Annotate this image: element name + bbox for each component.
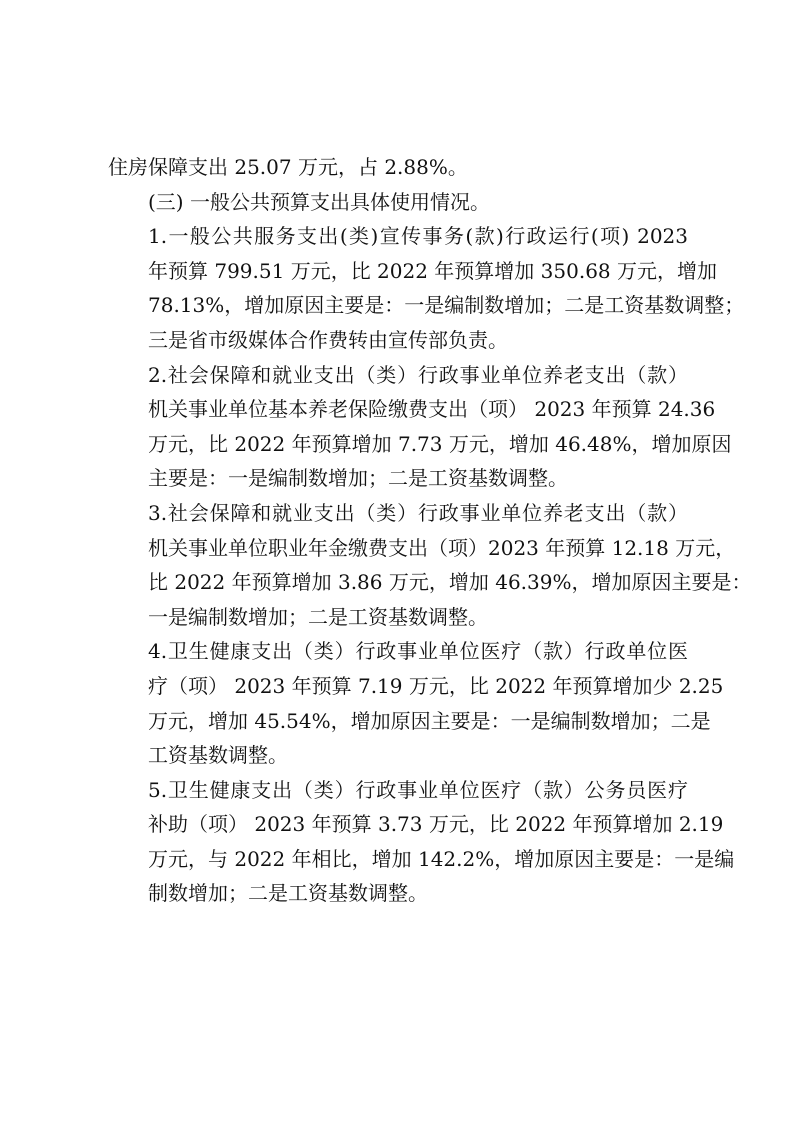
paragraph-item-2 bbox=[108, 358, 732, 496]
text-line: 万元，增加 45.54%，增加原因主要是：一是编制数增加；二是 bbox=[148, 708, 711, 733]
text-line: 2.社会保障和就业支出（类）行政事业单位养老支出（款） bbox=[148, 362, 688, 387]
text-line: 1.一般公共服务支出(类)宣传事务(款)行政运行(项) 2023 bbox=[148, 224, 688, 249]
text-line: 机关事业单位职业年金缴费支出（项）2023 年预算 12.18 万元， bbox=[148, 535, 736, 560]
text-line: 三是省市级媒体合作费转由宣传部负责。 bbox=[148, 327, 508, 352]
text-line: 78.13%，增加原因主要是：一是编制数增加；二是工资基数调整； bbox=[148, 293, 745, 318]
text-line: 万元，与 2022 年相比，增加 142.2%，增加原因主要是：一是编 bbox=[148, 846, 735, 871]
text-line: 万元，比 2022 年预算增加 7.73 万元，增加 46.48%，增加原因 bbox=[148, 431, 732, 456]
text-line: 住房保障支出 25.07 万元，占 2.88%。 bbox=[108, 155, 468, 179]
text-line: 3.社会保障和就业支出（类）行政事业单位养老支出（款） bbox=[148, 500, 688, 525]
text-line: 年预算 799.51 万元，比 2022 年预算增加 350.68 万元，增加 bbox=[148, 258, 718, 283]
text-line: 工资基数调整。 bbox=[148, 743, 288, 768]
text-line: 4.卫生健康支出（类）行政事业单位医疗（款）行政单位医 bbox=[148, 639, 688, 664]
text-line: 一是编制数增加；二是工资基数调整。 bbox=[148, 604, 488, 629]
text-line: 制数增加；二是工资基数调整。 bbox=[148, 881, 428, 906]
text-line: 比 2022 年预算增加 3.86 万元，增加 46.39%，增加原因主要是： bbox=[148, 570, 752, 595]
text-line: 疗（项） 2023 年预算 7.19 万元，比 2022 年预算增加少 2.25 bbox=[148, 673, 724, 698]
paragraph-item-5 bbox=[108, 773, 735, 911]
section-heading-expenditure-usage bbox=[108, 185, 688, 220]
document-body bbox=[108, 150, 752, 911]
paragraph-housing-summary bbox=[108, 150, 688, 185]
text-line: (三) 一般公共预算支出具体使用情况。 bbox=[148, 189, 490, 214]
paragraph-item-3 bbox=[108, 496, 752, 634]
paragraph-item-1 bbox=[108, 219, 745, 357]
paragraph-item-4 bbox=[108, 634, 724, 772]
text-line: 机关事业单位基本养老保险缴费支出（项） 2023 年预算 24.36 bbox=[148, 397, 716, 422]
text-line: 主要是：一是编制数增加；二是工资基数调整。 bbox=[148, 466, 568, 491]
text-line: 补助（项） 2023 年预算 3.73 万元，比 2022 年预算增加 2.19 bbox=[148, 812, 724, 837]
text-line: 5.卫生健康支出（类）行政事业单位医疗（款）公务员医疗 bbox=[148, 777, 688, 802]
